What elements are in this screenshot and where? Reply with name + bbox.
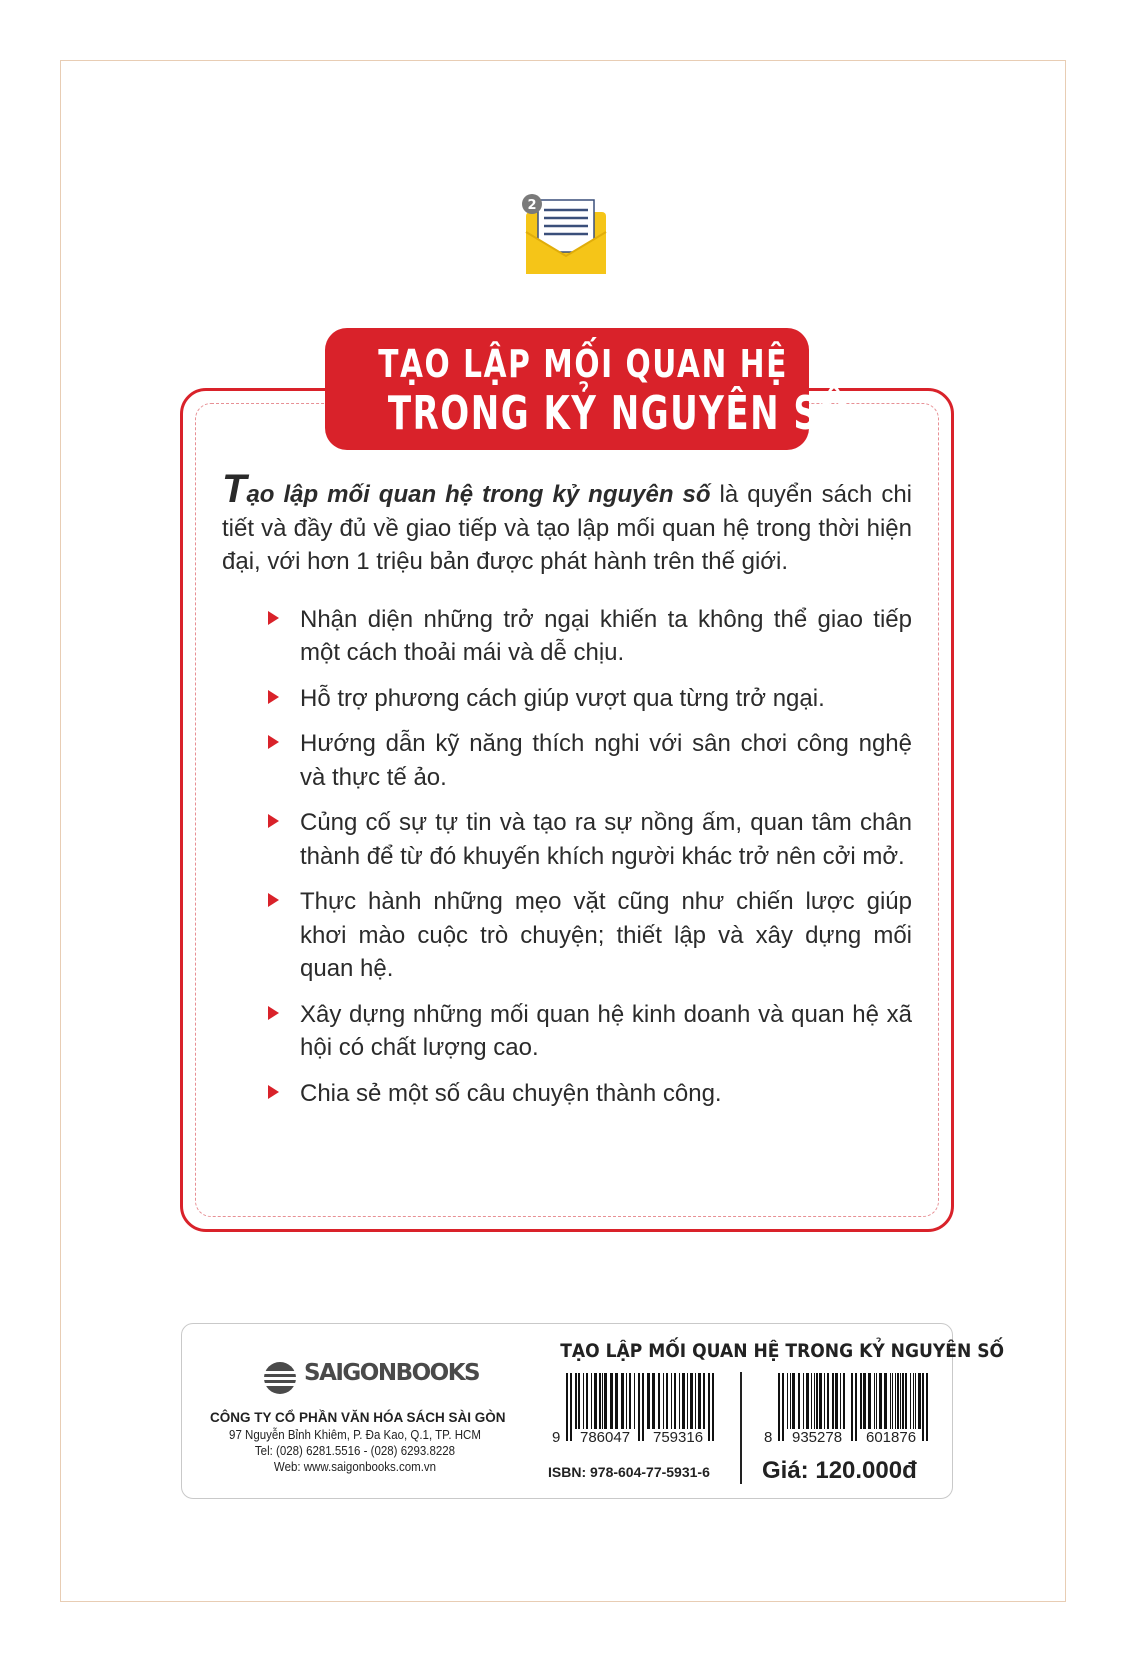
list-item-text: Xây dựng những mối quan hệ kinh doanh và quan hệ xã hội có chất lượng cao. [300, 1000, 912, 1061]
feature-list [222, 603, 912, 1111]
barcode-bar [578, 1373, 580, 1429]
barcode-bar [913, 1373, 914, 1429]
barcode-bar [586, 1373, 588, 1429]
barcode-guard-bar [922, 1373, 924, 1441]
intro-emphasis: ạo lập mối quan hệ trong kỷ nguyên số [246, 481, 711, 508]
barcode-bar [863, 1373, 866, 1429]
price-barcode-lead-digit: 8 [764, 1429, 773, 1446]
list-item [222, 998, 912, 1065]
isbn-barcode-left-digits: 786047 [580, 1429, 631, 1446]
barcode-guard-bar [570, 1373, 572, 1441]
company-info [210, 1409, 506, 1475]
barcode-guard-bar [782, 1373, 784, 1441]
barcode-bar [816, 1373, 818, 1429]
list-item-text: Thực hành những mẹo vặt cũng như chiến lược giúp khơi mào cuộc trò chuyện; thiết lập và xây dựng mối quan hệ. [300, 888, 912, 982]
barcode-bar [679, 1373, 680, 1429]
barcode-bar [703, 1373, 705, 1429]
barcode-bar [824, 1373, 825, 1429]
barcode-bar [832, 1373, 834, 1429]
intro-text: là quyển sách chi tiết và đầy đủ về giao tiếp và tạo lập mối quan hệ trong thời hiện đại, với hơn 1 triệu bản được phát hành trên thế giới. [222, 481, 912, 575]
price-label: Giá: 120.000đ [762, 1457, 917, 1484]
barcode-bar [599, 1373, 601, 1429]
barcode-bar [575, 1373, 577, 1429]
barcode-bar [626, 1373, 627, 1429]
barcode-guard-bar [566, 1373, 568, 1441]
barcode-bar [819, 1373, 822, 1429]
description-content [222, 467, 912, 1122]
price-barcode-right-digits: 601876 [866, 1429, 917, 1446]
barcode-bar [621, 1373, 624, 1429]
company-address: 97 Nguyễn Bỉnh Khiêm, P. Đa Kao, Q.1, TP. HCM [229, 1428, 481, 1442]
isbn-barcode-right-digits: 759316 [653, 1429, 704, 1446]
barcode-bar [798, 1373, 800, 1429]
barcode-bar [827, 1373, 829, 1429]
arrow-bullet-icon [268, 893, 279, 907]
barcode-bar [806, 1373, 809, 1429]
barcode-bar [663, 1373, 664, 1429]
barcode-guard-bar [926, 1373, 928, 1441]
envelope-badge: 2 [527, 198, 537, 213]
barcode-bar [843, 1373, 845, 1429]
barcode-bar [602, 1373, 603, 1429]
barcode-bar [695, 1373, 696, 1429]
list-item-text: Hỗ trợ phương cách giúp vượt qua từng trở ngại. [300, 684, 825, 712]
barcode-bar [594, 1373, 597, 1429]
barcode-bar [874, 1373, 875, 1429]
barcode-bar [814, 1373, 815, 1429]
barcode-bar [658, 1373, 660, 1429]
barcode-guard-bar [708, 1373, 710, 1441]
barcode-bar [811, 1373, 812, 1429]
list-item-text: Chia sẻ một số câu chuyện thành công. [300, 1079, 722, 1107]
barcode-bar [803, 1373, 804, 1429]
barcode-bar [666, 1373, 668, 1429]
intro-paragraph [222, 467, 912, 579]
title-line-1: TẠO LẬP MỐI QUAN HỆ [378, 342, 788, 386]
arrow-bullet-icon [268, 611, 279, 625]
company-tel: Tel: (028) 6281.5516 - (028) 6293.8228 [254, 1444, 456, 1458]
isbn-barcode-lead-digit: 9 [552, 1429, 561, 1446]
barcode-bar [915, 1373, 916, 1429]
barcode-bar [900, 1373, 901, 1429]
barcode-bar [792, 1373, 795, 1429]
barcode-bar [910, 1373, 911, 1429]
barcode-guard-bar [638, 1373, 640, 1441]
barcode-bar [634, 1373, 635, 1429]
barcode-bar [840, 1373, 841, 1429]
arrow-bullet-icon [268, 735, 279, 749]
barcode-bar [591, 1373, 592, 1429]
barcode-bar [690, 1373, 693, 1429]
list-item [222, 727, 912, 794]
list-item [222, 806, 912, 873]
footer-divider [740, 1372, 742, 1484]
barcode-bar [615, 1373, 618, 1429]
barcode-bar [610, 1373, 613, 1429]
barcode-guard-bar [642, 1373, 644, 1441]
barcode-bar [897, 1373, 899, 1429]
list-item-text: Củng cố sự tự tin và tạo ra sự nồng ấm, quan tâm chân thành để từ đó khuyến khích người khác trở nên cởi mở. [300, 809, 912, 870]
barcode-bar [647, 1373, 650, 1429]
barcode-bar [860, 1373, 862, 1429]
list-item [222, 603, 912, 670]
barcode-bar [787, 1373, 788, 1429]
barcode-bar [687, 1373, 688, 1429]
barcode-bar [835, 1373, 838, 1429]
barcode-bar [895, 1373, 896, 1429]
company-web: Web: www.saigonbooks.com.vn [273, 1460, 437, 1474]
barcode-bar [884, 1373, 887, 1429]
company-name: CÔNG TY CỔ PHẦN VĂN HÓA SÁCH SÀI GÒN [210, 1410, 506, 1425]
title-line-2: TRONG KỶ NGUYÊN SỐ [387, 386, 850, 440]
arrow-bullet-icon [268, 1085, 279, 1099]
publisher-logo-text: SAIGONBOOKS [304, 1360, 480, 1386]
barcode-guard-bar [851, 1373, 853, 1441]
barcode-guard-bar [778, 1373, 780, 1441]
barcode-bar [629, 1373, 631, 1429]
list-item-text: Nhận diện những trở ngại khiến ta không thể giao tiếp một cách thoải mái và dễ chịu. [300, 605, 912, 666]
barcode-bar [905, 1373, 907, 1429]
isbn-number: ISBN: 978-604-77-5931-6 [548, 1464, 710, 1480]
list-item [222, 885, 912, 986]
list-item [222, 682, 912, 716]
drop-cap: T [222, 467, 247, 511]
barcode-bar [604, 1373, 607, 1429]
barcode-bar [652, 1373, 655, 1429]
barcode-bar [902, 1373, 904, 1429]
envelope-icon [520, 192, 610, 282]
list-item [222, 1077, 912, 1111]
barcode-guard-bar [855, 1373, 857, 1441]
barcode-bar [682, 1373, 685, 1429]
title-banner [325, 328, 850, 450]
barcode-bar [892, 1373, 893, 1429]
barcode-bar [583, 1373, 584, 1429]
barcode-bar [876, 1373, 877, 1429]
barcode-bar [890, 1373, 891, 1429]
barcode-bar [671, 1373, 672, 1429]
barcode-bar [918, 1373, 921, 1429]
barcode-guard-bar [712, 1373, 714, 1441]
barcode-bar [674, 1373, 676, 1429]
list-item-text: Hướng dẫn kỹ năng thích nghi với sân chơi công nghệ và thực tế ảo. [300, 730, 912, 791]
price-barcode-left-digits: 935278 [792, 1429, 843, 1446]
arrow-bullet-icon [268, 690, 279, 704]
barcode-bar [868, 1373, 871, 1429]
footer-book-title: TẠO LẬP MỐI QUAN HỆ TRONG KỶ NGUYÊN SỐ [560, 1340, 1005, 1362]
arrow-bullet-icon [268, 1006, 279, 1020]
barcode-bar [698, 1373, 701, 1429]
arrow-bullet-icon [268, 814, 279, 828]
barcode-bar [879, 1373, 882, 1429]
barcode-bar [790, 1373, 791, 1429]
